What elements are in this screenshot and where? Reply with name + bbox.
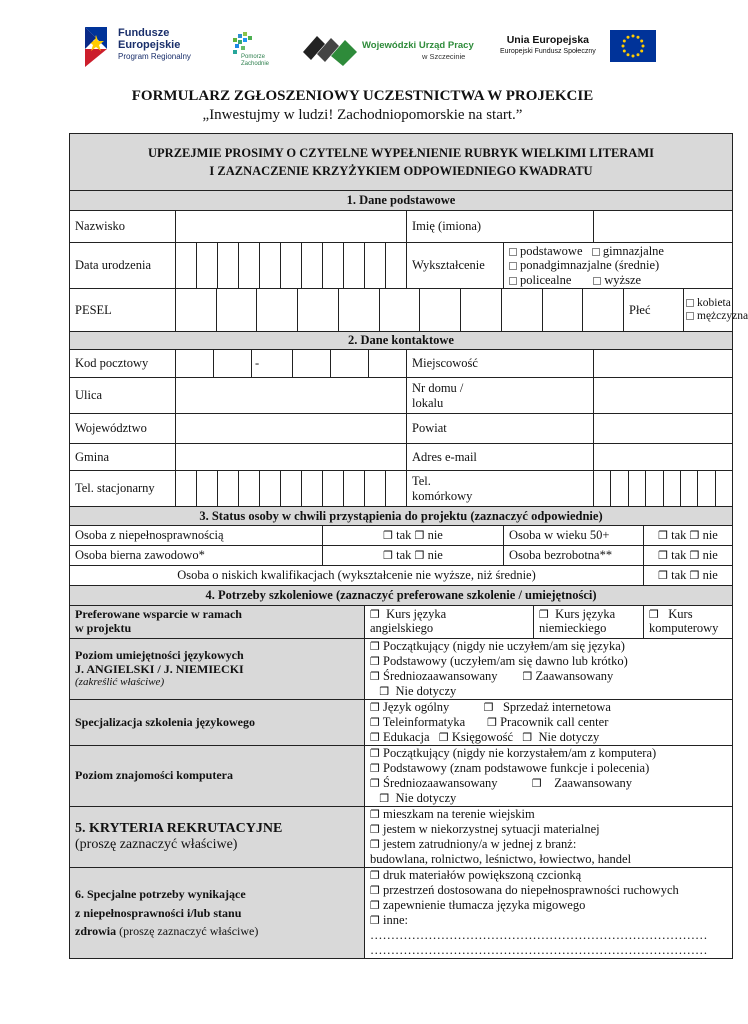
label-preferowane-wsparcie <box>70 606 365 639</box>
powiat-input[interactable] <box>594 414 733 444</box>
plec-option: mężczyzna <box>697 310 748 322</box>
spec-option: Edukacja <box>383 730 430 744</box>
poziom-komputera-options <box>365 746 733 807</box>
nr-domu-input[interactable] <box>594 378 733 414</box>
spec-option: Sprzedaż internetowa <box>502 700 611 714</box>
checkbox-icon[interactable]: ❐ <box>658 529 669 543</box>
wup-line1: Wojewódzki Urząd Pracy <box>362 40 474 51</box>
jez-option: Nie dotyczy <box>395 684 457 698</box>
plec-checkbox[interactable] <box>686 312 694 320</box>
section-3-header: 3. Status osoby w chwili przystąpienia do projektu (zaznaczyć odpowiednie) <box>70 507 733 526</box>
label-pesel: PESEL <box>70 289 176 332</box>
form-subtitle: „Inwestujmy w ludzi! Zachodniopomorskie na start.” <box>202 107 523 123</box>
pomorze-line1: Pomorze <box>241 54 266 60</box>
eu-flag-icon <box>610 30 656 62</box>
label-wojewodztwo: Województwo <box>70 414 176 444</box>
tel-kom-cell[interactable] <box>681 471 698 506</box>
plec-checkbox[interactable] <box>686 299 694 307</box>
label-niskie-kwalifikacje: Osoba o niskich kwalifikacjach (wykształcenie nie wyższe, niż średnie) <box>70 566 644 586</box>
wojewodztwo-input[interactable] <box>176 414 407 444</box>
komp-option: Zaawansowany <box>554 776 633 790</box>
kod-cell[interactable] <box>331 350 369 377</box>
tel-kom-cell[interactable] <box>629 471 646 506</box>
data-ur-cell[interactable] <box>176 243 197 289</box>
edu-option: podstawowe <box>520 243 583 258</box>
pref-line2: w projektu <box>75 621 132 635</box>
kurs-angielski-option[interactable]: ❐ Kurs języka angielskiego <box>365 606 534 639</box>
checkbox-icon[interactable]: ❐ <box>370 914 380 927</box>
edu-checkbox[interactable] <box>509 277 517 285</box>
pesel-cell[interactable] <box>176 289 217 331</box>
tel-stac-cell[interactable] <box>344 471 365 506</box>
s6-option: przestrzeń dostosowana do niepełnosprawności ruchowych <box>383 883 679 897</box>
checkbox-icon[interactable]: ❐ <box>370 838 380 851</box>
kryteria-option: jestem w niekorzystnej sytuacji materialnej <box>383 822 600 836</box>
label-imie: Imię (imiona) <box>407 211 594 243</box>
label-data-urodzenia: Data urodzenia <box>70 243 176 289</box>
label-email: Adres e-mail <box>407 444 594 471</box>
checkbox-icon[interactable]: ❐ <box>370 884 380 897</box>
label-bierna-zawodowo: Osoba bierna zawodowo* <box>70 546 323 566</box>
checkbox-icon[interactable]: ❐ <box>522 670 533 683</box>
pesel-cells <box>176 289 624 332</box>
wiek50-tak-nie: ❐ tak ❐ nie <box>644 526 733 546</box>
checkbox-icon[interactable]: ❐ <box>658 549 669 563</box>
label-poziom-komputera: Poziom znajomości komputera <box>70 746 365 807</box>
tel-kom-cells <box>594 471 733 507</box>
imie-input[interactable] <box>594 211 733 243</box>
jez-option: Podstawowy (uczyłem/am się dawno lub krótko) <box>383 654 628 668</box>
instructions-line2: I ZAZNACZENIE KRZYŻYKIEM ODPOWIEDNIEGO KWADRATU <box>209 164 593 178</box>
logo-pomorze-zachodnie <box>225 30 275 70</box>
kryteria-options <box>365 807 733 868</box>
s6-option: inne: <box>383 913 408 927</box>
checkbox-icon[interactable]: ❐ <box>689 569 700 583</box>
checkbox-icon[interactable]: ❐ <box>522 731 533 744</box>
gmina-input[interactable] <box>176 444 407 471</box>
pesel-cell[interactable] <box>257 289 298 331</box>
fe-line2: Europejskie <box>118 39 181 51</box>
checkbox-icon[interactable]: ❐ <box>370 640 380 653</box>
s6-line1: 6. Specjalne potrzeby wynikające <box>75 887 246 902</box>
ue-line1: Unia Europejska <box>506 34 589 46</box>
label-ulica: Ulica <box>70 378 176 414</box>
label-kod-pocztowy: Kod pocztowy <box>70 350 176 378</box>
label-bezrobotna: Osoba bezrobotna** <box>504 546 644 566</box>
pref-line1: Preferowane wsparcie w ramach <box>75 607 242 622</box>
tel-stac-cell[interactable] <box>302 471 323 506</box>
kod-cell[interactable] <box>293 350 331 377</box>
kod-dash: - <box>252 350 293 377</box>
edu-checkbox[interactable] <box>592 248 600 256</box>
s6-line3: zdrowia <box>75 924 117 939</box>
email-input[interactable] <box>594 444 733 471</box>
spec-option: Pracownik call center <box>500 715 609 729</box>
label-poziom-jezykowy <box>70 639 365 700</box>
bezrobotna-tak-nie: ❐ tak ❐ nie <box>644 546 733 566</box>
logo-fundusze-europejskie <box>85 27 195 71</box>
data-ur-cell[interactable] <box>365 243 386 289</box>
jez-option: Średniozaawansowany <box>383 669 498 683</box>
pesel-cell[interactable] <box>502 289 543 331</box>
kod-cell[interactable] <box>214 350 252 377</box>
checkbox-icon[interactable]: ❐ <box>658 569 669 583</box>
checkbox-icon[interactable]: ❐ <box>689 529 700 543</box>
jez-option: Początkujący (nigdy nie uczyłem/am się języka) <box>383 639 625 653</box>
checkbox-icon[interactable]: ❐ <box>383 549 394 563</box>
logo-unia-europejska <box>500 30 660 64</box>
checkbox-icon[interactable]: ❐ <box>370 608 380 622</box>
checkbox-icon[interactable]: ❐ <box>379 685 390 698</box>
ulica-input[interactable] <box>176 378 407 414</box>
checkbox-icon[interactable]: ❐ <box>414 549 425 563</box>
edu-checkbox[interactable] <box>593 277 601 285</box>
edu-option: ponadgimnazjalne (średnie) <box>520 258 660 273</box>
spec-option: Księgowość <box>451 730 513 744</box>
nr-domu-line2: lokalu <box>412 395 444 410</box>
edu-checkbox[interactable] <box>509 248 517 256</box>
checkbox-icon[interactable]: ❐ <box>649 608 659 622</box>
kod-cell[interactable] <box>369 350 406 377</box>
fe-line3: Program Regionalny <box>118 52 191 61</box>
kurs-niemiecki-option[interactable]: ❐ Kurs języka niemieckiego <box>534 606 644 639</box>
edu-option: wyższe <box>604 272 642 287</box>
label-specjalne-potrzeby <box>70 868 365 959</box>
tel-kom-cell[interactable] <box>698 471 715 506</box>
fe-line1: Fundusze <box>118 27 170 39</box>
komp-option: Początkujący (nigdy nie korzystałem/am z komputera) <box>383 746 657 760</box>
s6-other-input-line1[interactable]: ……………………………………………………………………… <box>370 928 708 942</box>
data-ur-cell[interactable] <box>239 243 260 289</box>
checkbox-icon[interactable]: ❐ <box>370 655 380 668</box>
tel-kom-cell[interactable] <box>611 471 628 506</box>
jez-option: Zaawansowany <box>535 669 614 683</box>
komp-option: Średniozaawansowany <box>383 776 498 790</box>
s6-line3b: (proszę zaznaczyć właściwe) <box>119 924 259 939</box>
label-gmina: Gmina <box>70 444 176 471</box>
niepelno-tak-nie: ❐ tak ❐ nie <box>323 526 504 546</box>
tel-kom-cell[interactable] <box>646 471 663 506</box>
checkbox-icon[interactable]: ❐ <box>483 701 494 714</box>
s6-line2: z niepełnosprawności i/lub stanu <box>75 905 242 920</box>
jez-line2: J. ANGIELSKI / J. NIEMIECKI <box>75 661 244 676</box>
pesel-cell[interactable] <box>380 289 421 331</box>
checkbox-icon[interactable]: ❐ <box>370 701 380 714</box>
specjalizacja-options <box>365 700 733 746</box>
label-specjalizacja: Specjalizacja szkolenia językowego <box>70 700 365 746</box>
checkbox-icon[interactable]: ❐ <box>379 792 390 805</box>
label-miejscowosc: Miejscowość <box>407 350 594 378</box>
pesel-cell[interactable] <box>420 289 461 331</box>
data-ur-cell[interactable] <box>218 243 239 289</box>
data-ur-cell[interactable] <box>197 243 218 289</box>
checkbox-icon[interactable]: ❐ <box>370 670 380 683</box>
label-plec: Płeć <box>624 289 684 332</box>
tel-stac-cell[interactable] <box>260 471 281 506</box>
checkbox-icon[interactable]: ❐ <box>370 823 380 836</box>
jez-line1: Poziom umiejętności językowych <box>75 647 244 662</box>
instructions-banner <box>70 134 733 191</box>
kryteria-sub: (proszę zaznaczyć właściwe) <box>75 837 238 852</box>
spec-option: Nie dotyczy <box>538 730 600 744</box>
plec-option: kobieta <box>697 296 731 309</box>
tel-kom-cell[interactable] <box>664 471 681 506</box>
edu-option: policealne <box>520 272 572 287</box>
form-title: FORMULARZ ZGŁOSZENIOWY UCZESTNICTWA W PROJEKCIE <box>131 88 594 104</box>
checkbox-icon[interactable]: ❐ <box>438 731 449 744</box>
kryteria-branze: budowlana, rolnictwo, leśnictwo, łowiectwo, handel <box>370 852 632 866</box>
tel-stac-cell[interactable] <box>176 471 197 506</box>
checkbox-icon[interactable]: ❐ <box>370 762 380 775</box>
wup-line2: w Szczecinie <box>422 52 466 61</box>
data-ur-cell[interactable] <box>386 243 407 289</box>
edu-checkbox[interactable] <box>509 262 517 270</box>
s6-other-input-line2[interactable]: ……………………………………………………………………… <box>370 943 708 957</box>
tel-stac-cell[interactable] <box>281 471 302 506</box>
pesel-cell[interactable] <box>461 289 502 331</box>
tel-kom-cell[interactable] <box>716 471 732 506</box>
kryteria-title: 5. KRYTERIA REKRUTACYJNE <box>75 820 283 836</box>
bierna-tak-nie: ❐ tak ❐ nie <box>323 546 504 566</box>
data-ur-cell[interactable] <box>344 243 365 289</box>
checkbox-icon[interactable]: ❐ <box>531 777 542 790</box>
tel-kom-line1: Tel. <box>412 474 431 489</box>
fe-star-icon <box>85 27 113 67</box>
komp-option: Podstawowy (znam podstawowe funkcje i polecenia) <box>383 761 650 775</box>
komp-option: Nie dotyczy <box>395 791 457 805</box>
data-ur-cell[interactable] <box>323 243 344 289</box>
checkbox-icon[interactable]: ❐ <box>487 716 497 729</box>
tel-kom-line2: komórkowy <box>412 488 473 503</box>
pesel-cell[interactable] <box>583 289 623 331</box>
application-form <box>69 133 748 959</box>
label-nr-domu <box>407 378 594 414</box>
label-niepelnosprawnosc: Osoba z niepełnosprawnością <box>70 526 323 546</box>
spec-option: Język ogólny <box>383 700 450 714</box>
pesel-cell[interactable] <box>217 289 258 331</box>
label-kryteria <box>70 807 365 868</box>
pesel-cell[interactable] <box>543 289 584 331</box>
logo-wup <box>303 32 473 66</box>
tel-stac-cell[interactable] <box>239 471 260 506</box>
instructions-line1: UPRZEJMIE PROSIMY O CZYTELNE WYPEŁNIENIE RUBRYK WIELKIMI LITERAMI <box>148 145 654 160</box>
tel-stac-cell[interactable] <box>386 471 406 506</box>
checkbox-icon[interactable]: ❐ <box>370 808 380 821</box>
checkbox-icon[interactable]: ❐ <box>370 731 380 744</box>
tel-kom-cell[interactable] <box>594 471 611 506</box>
label-powiat: Powiat <box>407 414 594 444</box>
edu-option: gimnazjalne <box>602 243 664 258</box>
kurs-komputerowy-option[interactable]: ❐ Kurs komputerowy <box>644 606 733 639</box>
wup-arrow-icon <box>303 32 357 66</box>
checkbox-icon[interactable]: ❐ <box>370 869 380 882</box>
jez-line3: (zakreślić właściwe) <box>75 676 165 689</box>
kod-cells <box>176 350 407 378</box>
label-nazwisko: Nazwisko <box>70 211 176 243</box>
label-wiek-50: Osoba w wieku 50+ <box>504 526 644 546</box>
checkbox-icon[interactable]: ❐ <box>689 549 700 563</box>
kryteria-option: mieszkam na terenie wiejskim <box>383 807 535 821</box>
checkbox-icon[interactable]: ❐ <box>383 529 394 543</box>
section-2-header: 2. Dane kontaktowe <box>70 332 733 350</box>
label-tel-komorkowy <box>407 471 594 507</box>
checkbox-icon[interactable]: ❐ <box>370 777 380 790</box>
miejscowosc-input[interactable] <box>594 350 733 378</box>
tel-stac-cell[interactable] <box>365 471 386 506</box>
poziom-jezykowy-options <box>365 639 733 700</box>
pesel-cell[interactable] <box>298 289 339 331</box>
wyksztalcenie-options <box>504 243 733 289</box>
plec-options <box>684 289 748 332</box>
checkbox-icon[interactable]: ❐ <box>539 608 549 622</box>
label-tel-stacjonarny: Tel. stacjonarny <box>70 471 176 507</box>
s6-option: zapewnienie tłumacza języka migowego <box>383 898 586 912</box>
tel-stac-cell[interactable] <box>197 471 218 506</box>
kryteria-option: jestem zatrudniony/a w jednej z branż: <box>383 837 577 851</box>
tel-stac-cell[interactable] <box>218 471 239 506</box>
label-wyksztalcenie: Wykształcenie <box>407 243 504 289</box>
nr-domu-line1: Nr domu / <box>412 381 464 396</box>
checkbox-icon[interactable]: ❐ <box>414 529 425 543</box>
checkbox-icon[interactable]: ❐ <box>370 747 380 760</box>
niskie-tak-nie: ❐ tak ❐ nie <box>644 566 733 586</box>
tel-stac-cell[interactable] <box>323 471 344 506</box>
section-1-header: 1. Dane podstawowe <box>70 191 733 211</box>
nazwisko-input[interactable] <box>176 211 407 243</box>
section-4-header: 4. Potrzeby szkoleniowe (zaznaczyć preferowane szkolenie / umiejętności) <box>70 586 733 606</box>
pesel-cell[interactable] <box>339 289 380 331</box>
tel-stac-cells <box>176 471 407 507</box>
data-ur-cell[interactable] <box>281 243 302 289</box>
pomorze-line2: Zachodnie <box>241 61 270 67</box>
kod-cell[interactable] <box>176 350 214 377</box>
data-ur-cell[interactable] <box>302 243 323 289</box>
data-ur-cell[interactable] <box>260 243 281 289</box>
checkbox-icon[interactable]: ❐ <box>370 899 380 912</box>
specjalne-potrzeby-options <box>365 868 733 959</box>
checkbox-icon[interactable]: ❐ <box>370 716 380 729</box>
spec-option: Teleinformatyka <box>382 715 466 729</box>
ue-line2: Europejski Fundusz Społeczny <box>500 48 596 55</box>
s6-option: druk materiałów powiększoną czcionką <box>383 868 582 882</box>
